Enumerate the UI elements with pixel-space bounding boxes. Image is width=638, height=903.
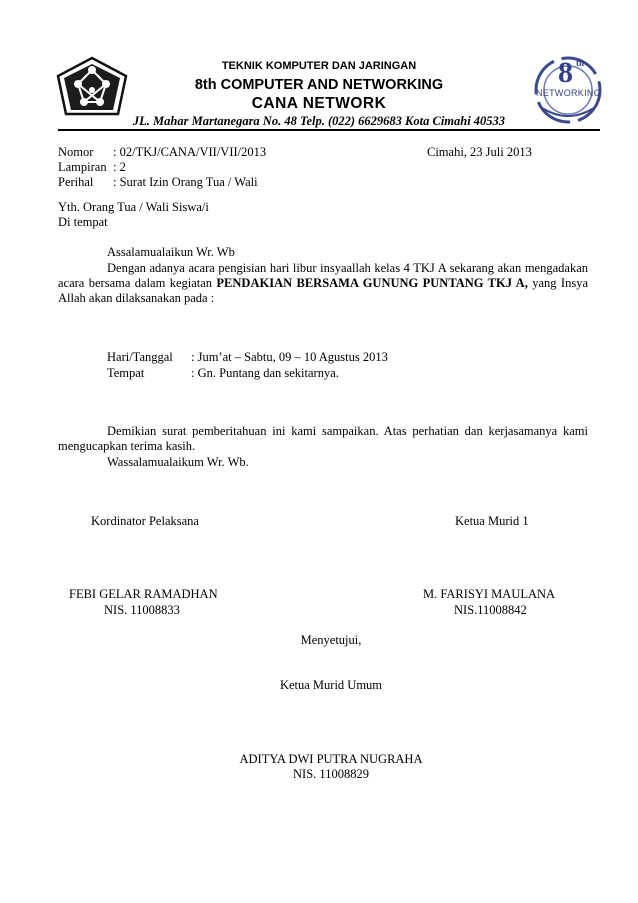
event-day-label: Hari/Tanggal — [107, 350, 173, 364]
letterhead-line1: TEKNIK KOMPUTER DAN JARINGAN — [221, 60, 417, 72]
paragraph-1-bold: PENDAKIAN BERSAMA GUNUNG PUNTANG TKJ A, — [216, 276, 528, 290]
right-signer-nis: NIS.11008842 — [454, 603, 527, 617]
letter-date: Cimahi, 23 Juli 2013 — [427, 145, 532, 159]
logo-superscript: th — [576, 58, 585, 68]
recipient-line2: Di tempat — [58, 215, 108, 229]
closing-greeting: Wassalamualaikum Wr. Wb. — [107, 455, 249, 469]
event-day-value: : Jum’at – Sabtu, 09 – 10 Agustus 2013 — [191, 350, 388, 364]
left-signer-name: FEBI GELAR RAMADHAN — [69, 587, 218, 601]
center-signer-title: Ketua Murid Umum — [279, 678, 383, 692]
event-place-value: : Gn. Puntang dan sekitarnya. — [191, 366, 339, 380]
letterhead — [0, 0, 638, 135]
perihal-label: Perihal — [58, 175, 94, 189]
letterhead-address: JL. Mahar Martanegara No. 48 Telp. (022) 6629683 Kota Cimahi 40533 — [132, 114, 506, 128]
right-signer-title: Ketua Murid 1 — [455, 514, 529, 528]
letterhead-line3: CANA NETWORK — [251, 95, 387, 112]
center-signer-name: ADITYA DWI PUTRA NUGRAHA — [239, 752, 423, 766]
left-signer-title: Kordinator Pelaksana — [91, 514, 199, 528]
logo-number: 8 — [558, 56, 573, 89]
approval-label: Menyetujui, — [300, 633, 362, 647]
recipient-line1: Yth. Orang Tua / Wali Siswa/i — [58, 200, 209, 214]
lampiran-value: : 2 — [113, 160, 126, 174]
perihal-value: : Surat Izin Orang Tua / Wali — [113, 175, 258, 189]
nomor-label: Nomor — [58, 145, 94, 159]
letterhead-divider — [58, 129, 600, 131]
closing-paragraph: Demikian surat pemberitahuan ini kami sampaikan. Atas perhatian dan kerjasamanya kami mengucapkan terima kasih. — [58, 424, 588, 453]
letterhead-line2: 8th COMPUTER AND NETWORKING — [194, 77, 444, 93]
logo-word: NETWORKING — [536, 88, 601, 98]
body-paragraph-1 — [58, 261, 588, 306]
paragraph-1-text: Dengan adanya acara pengisian hari libur insyaallah kelas 4 TKJ A sekarang akan mengadakan acara bersama dalam kegiatan — [58, 261, 588, 290]
left-signer-nis: NIS. 11008833 — [104, 603, 180, 617]
lampiran-label: Lampiran — [58, 160, 107, 174]
paragraph-1-end: yang Insya Allah akan dilaksanakan pada : — [58, 276, 588, 305]
right-signer-name: M. FARISYI MAULANA — [423, 587, 556, 601]
nomor-value: : 02/TKJ/CANA/VII/VII/2013 — [113, 145, 267, 159]
event-place-label: Tempat — [107, 366, 145, 380]
opening-greeting: Assalamualaikun Wr. Wb — [107, 245, 235, 259]
center-signer-nis: NIS. 11008829 — [293, 767, 369, 781]
